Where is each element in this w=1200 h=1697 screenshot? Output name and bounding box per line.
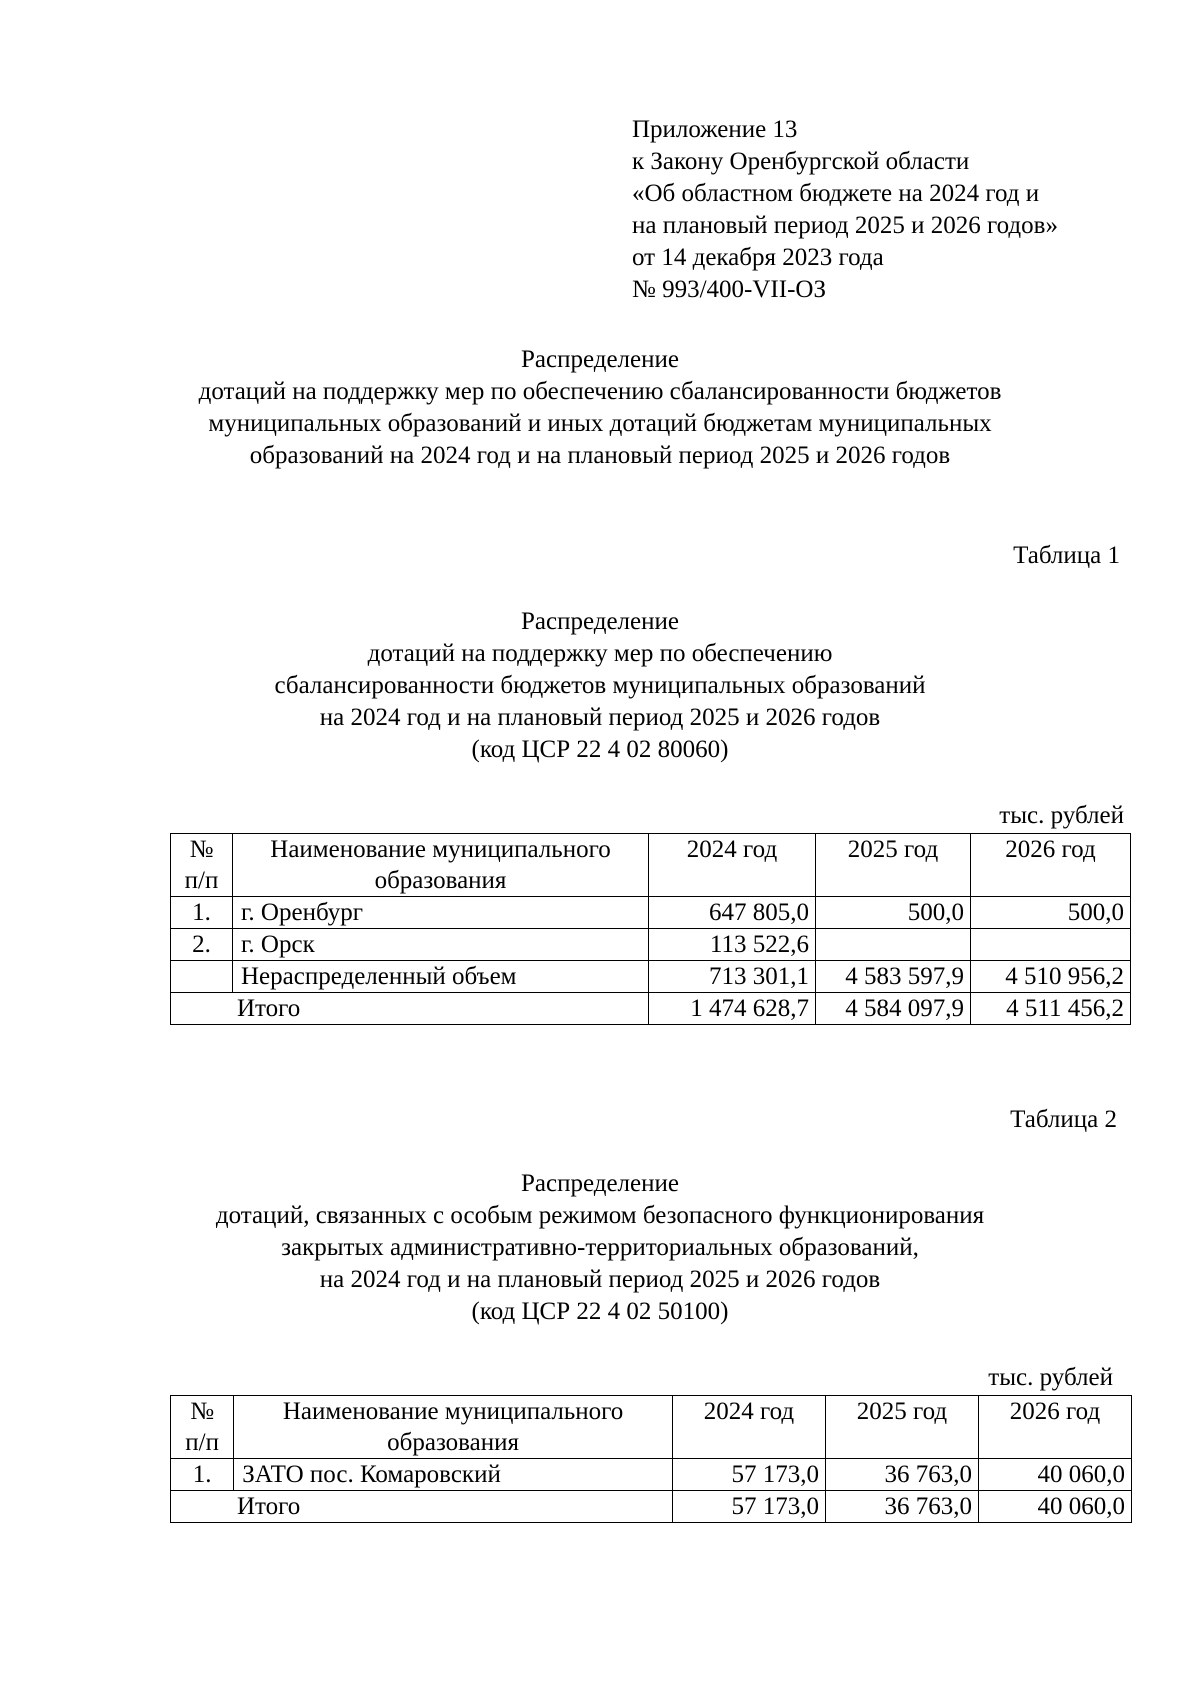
annex-line: № 993/400-VII-ОЗ bbox=[632, 276, 826, 303]
header-2026: 2026 год bbox=[978, 1396, 1131, 1459]
row-value-2024: 57 173,0 bbox=[672, 1459, 825, 1491]
main-title-line: дотаций на поддержку мер по обеспечению сбалансированности бюджетов bbox=[198, 378, 1002, 405]
row-value-2024: 713 301,1 bbox=[649, 961, 816, 993]
row-value-2026 bbox=[971, 929, 1131, 961]
table1-header-row bbox=[171, 834, 1131, 897]
row-value-2024: 647 805,0 bbox=[649, 897, 816, 929]
row-value-2025: 36 763,0 bbox=[825, 1459, 978, 1491]
row-num: 1. bbox=[171, 1459, 234, 1491]
table1-title-line: сбалансированности бюджетов муниципальных образований bbox=[274, 672, 926, 699]
table1-units: тыс. рублей bbox=[999, 802, 1124, 829]
main-title-line: муниципальных образований и иных дотаций бюджетам муниципальных bbox=[208, 410, 992, 437]
header-num-line1: № bbox=[190, 1398, 215, 1425]
row-num: 2. bbox=[171, 929, 233, 961]
header-name-line2: образования bbox=[387, 1429, 520, 1456]
table-row bbox=[171, 1459, 1132, 1491]
row-value-2026: 40 060,0 bbox=[978, 1459, 1131, 1491]
header-name-line2: образования bbox=[374, 867, 507, 894]
total-value-2024: 57 173,0 bbox=[672, 1491, 825, 1523]
table2-header-row bbox=[171, 1396, 1132, 1459]
row-value-2026: 500,0 bbox=[971, 897, 1131, 929]
row-num: 1. bbox=[171, 897, 233, 929]
row-value-2025 bbox=[816, 929, 971, 961]
header-2025: 2025 год bbox=[816, 834, 971, 897]
annex-line: к Закону Оренбургской области bbox=[632, 148, 970, 175]
row-name: г. Орск bbox=[233, 929, 649, 961]
table-row bbox=[171, 929, 1131, 961]
annex-line: Приложение 13 bbox=[632, 116, 798, 143]
total-label: Итого bbox=[171, 1491, 673, 1523]
header-2025: 2025 год bbox=[825, 1396, 978, 1459]
header-num-line2: п/п bbox=[185, 1429, 219, 1456]
header-2026: 2026 год bbox=[971, 834, 1131, 897]
header-2024: 2024 год bbox=[649, 834, 816, 897]
table1-title-line: дотаций на поддержку мер по обеспечению bbox=[367, 640, 833, 667]
table2-title-line: (код ЦСР 22 4 02 50100) bbox=[471, 1298, 729, 1325]
table2-label: Таблица 2 bbox=[1010, 1106, 1117, 1133]
row-name: Нераспределенный объем bbox=[233, 961, 649, 993]
table1-total-row bbox=[171, 993, 1131, 1025]
total-value-2026: 4 511 456,2 bbox=[971, 993, 1131, 1025]
table1-title-line: на 2024 год и на плановый период 2025 и 2026 годов bbox=[319, 704, 881, 731]
table2 bbox=[170, 1395, 1132, 1523]
header-name bbox=[233, 834, 649, 897]
table1 bbox=[170, 833, 1131, 1025]
header-2024: 2024 год bbox=[672, 1396, 825, 1459]
header-num bbox=[171, 834, 233, 897]
table2-units: тыс. рублей bbox=[988, 1364, 1113, 1391]
main-title bbox=[0, 344, 1200, 472]
header-name-line1: Наименование муниципального bbox=[282, 1398, 624, 1425]
annex-header bbox=[632, 114, 1058, 306]
row-value-2025: 4 583 597,9 bbox=[816, 961, 971, 993]
total-value-2024: 1 474 628,7 bbox=[649, 993, 816, 1025]
total-label: Итого bbox=[171, 993, 649, 1025]
annex-line: «Об областном бюджете на 2024 год и bbox=[632, 180, 1040, 207]
row-value-2025: 500,0 bbox=[816, 897, 971, 929]
header-num-line2: п/п bbox=[184, 867, 219, 894]
table2-total-row bbox=[171, 1491, 1132, 1523]
total-value-2025: 4 584 097,9 bbox=[816, 993, 971, 1025]
table2-title-line: на 2024 год и на плановый период 2025 и 2026 годов bbox=[319, 1266, 881, 1293]
table2-title-line: дотаций, связанных с особым режимом безопасного функционирования bbox=[215, 1202, 985, 1229]
table2-title-line: Распределение bbox=[521, 1170, 679, 1197]
row-value-2026: 4 510 956,2 bbox=[971, 961, 1131, 993]
header-num bbox=[171, 1396, 234, 1459]
row-value-2024: 113 522,6 bbox=[649, 929, 816, 961]
table1-label: Таблица 1 bbox=[1013, 542, 1120, 569]
total-value-2026: 40 060,0 bbox=[978, 1491, 1131, 1523]
table1-title-line: Распределение bbox=[521, 608, 679, 635]
main-title-line: образований на 2024 год и на плановый период 2025 и 2026 годов bbox=[249, 442, 951, 469]
header-num-line1: № bbox=[189, 836, 214, 863]
annex-line: от 14 декабря 2023 года bbox=[632, 244, 884, 271]
table1-title bbox=[0, 606, 1200, 766]
table2-title-line: закрытых административно-территориальных образований, bbox=[281, 1234, 919, 1261]
table1-title-line: (код ЦСР 22 4 02 80060) bbox=[471, 736, 729, 763]
header-name-line1: Наименование муниципального bbox=[270, 836, 611, 863]
table-row bbox=[171, 897, 1131, 929]
table2-title bbox=[0, 1168, 1200, 1328]
row-num bbox=[171, 961, 233, 993]
main-title-line: Распределение bbox=[521, 346, 679, 373]
annex-line: на плановый период 2025 и 2026 годов» bbox=[632, 212, 1058, 239]
row-name: г. Оренбург bbox=[233, 897, 649, 929]
header-name bbox=[234, 1396, 673, 1459]
table-row bbox=[171, 961, 1131, 993]
total-value-2025: 36 763,0 bbox=[825, 1491, 978, 1523]
row-name: ЗАТО пос. Комаровский bbox=[234, 1459, 673, 1491]
